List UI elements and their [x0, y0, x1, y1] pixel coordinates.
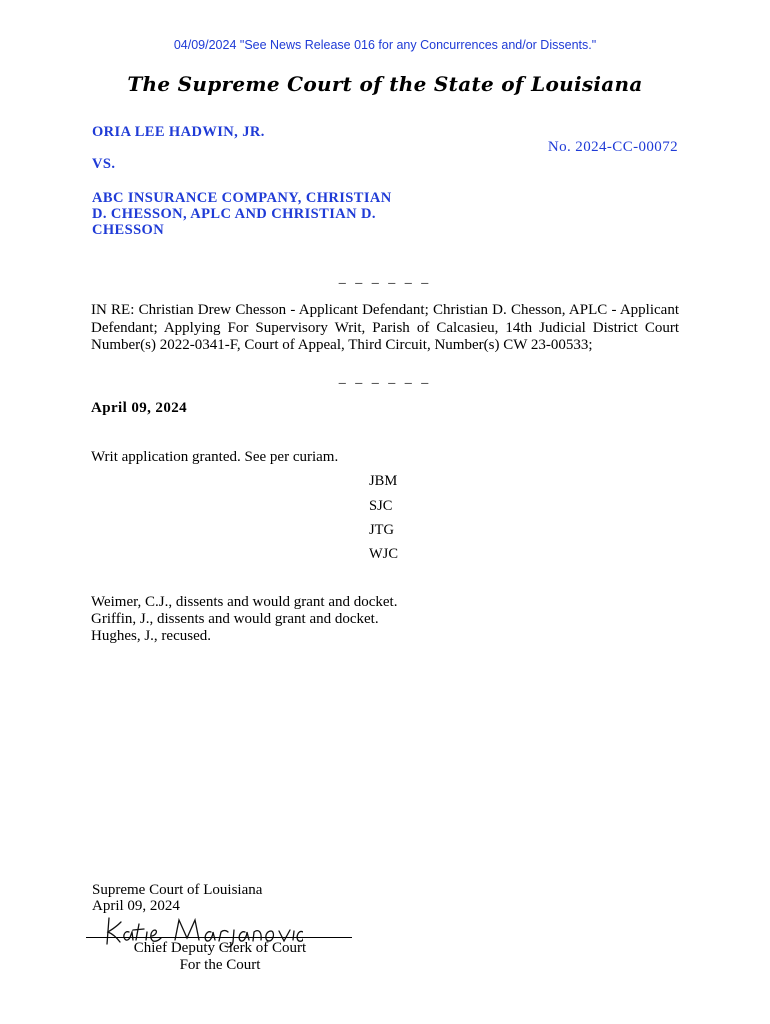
recusal-line: Hughes, J., recused.: [91, 628, 211, 644]
justice-initials: WJC: [369, 546, 398, 562]
defendants-line-2: D. CHESSON, APLC AND CHRISTIAN D.: [92, 206, 376, 222]
dissent-line: Weimer, C.J., dissents and would grant and docket.: [91, 594, 398, 610]
defendants-line-3: CHESSON: [92, 222, 165, 238]
signature-court: Supreme Court of Louisiana: [92, 882, 263, 898]
plaintiff-name: ORIA LEE HADWIN, JR.: [92, 124, 265, 140]
decision-date: April 09, 2024: [91, 400, 188, 416]
docket-number: No. 2024-CC-00072: [547, 139, 678, 155]
signature-date: April 09, 2024: [92, 898, 180, 914]
in-re-paragraph: IN RE: Christian Drew Chesson - Applicant Defendant; Christian D. Chesson, APLC - Applicant Defendant; Applying For Supervisory Writ, Parish of Calcasieu, 14th Judicial District Court Number(s) 2022-0341-F, Court of Appeal, Third Circuit, Number(s) CW 23-00533;: [91, 302, 679, 353]
justice-initials: SJC: [369, 498, 393, 514]
signature-title: Chief Deputy Clerk of Court: [133, 940, 307, 956]
separator-bottom: _ _ _ _ _ _: [338, 371, 432, 386]
defendants-line-1: ABC INSURANCE COMPANY, CHRISTIAN: [92, 190, 392, 206]
signature-for-court: For the Court: [179, 957, 261, 973]
justice-initials: JTG: [369, 522, 394, 538]
dissent-line: Griffin, J., dissents and would grant and docket.: [91, 611, 379, 627]
court-title: The Supreme Court of the State of Louisiana: [127, 72, 643, 96]
separator-top: _ _ _ _ _ _: [338, 271, 432, 286]
justice-initials: JBM: [369, 473, 398, 489]
signature-line: [86, 937, 352, 938]
order-text: Writ application granted. See per curiam.: [91, 449, 339, 465]
news-release-note: 04/09/2024 "See News Release 016 for any Concurrences and/or Dissents.": [173, 38, 597, 52]
versus-label: VS.: [92, 156, 116, 172]
